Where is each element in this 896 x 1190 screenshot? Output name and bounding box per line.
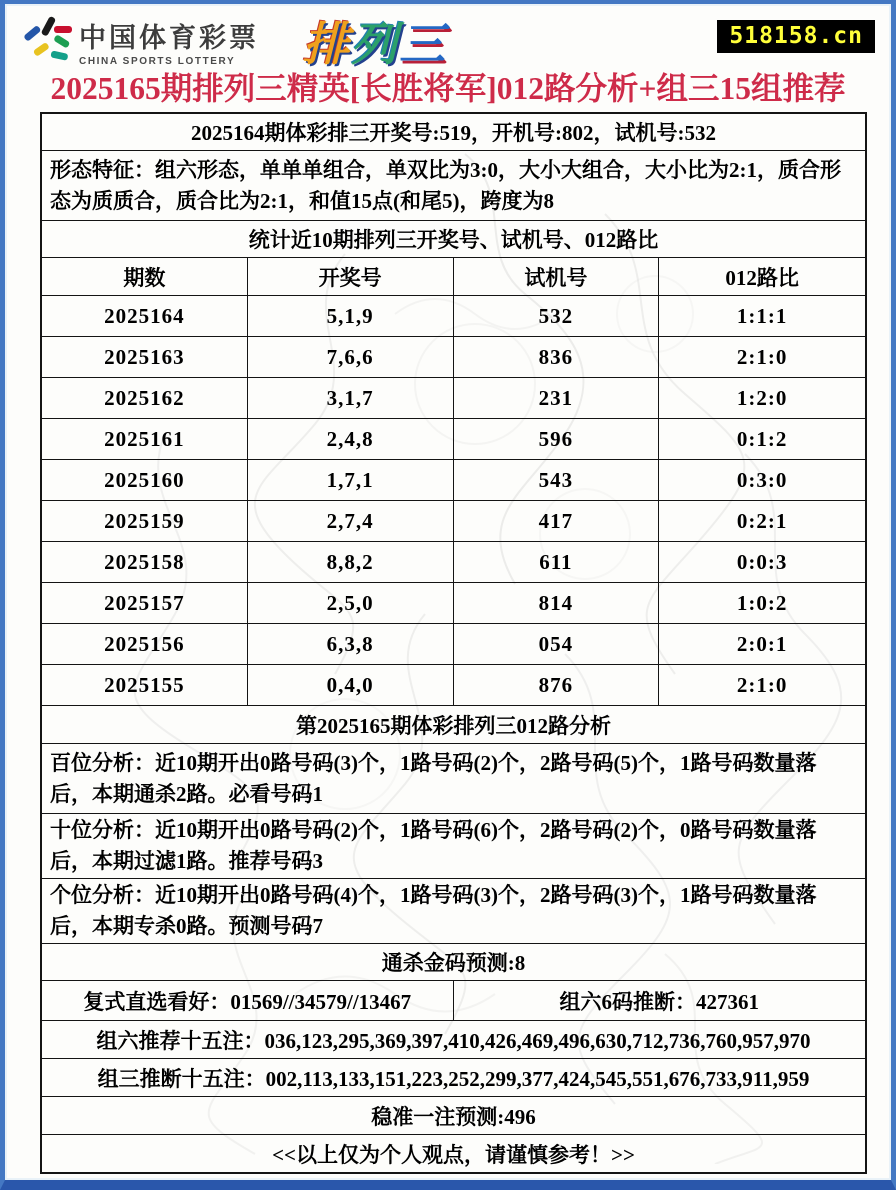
site-url-badge: 518158.cn — [717, 20, 875, 53]
cell-012: 1:2:0 — [736, 385, 788, 410]
cell-012: 2:0:1 — [736, 631, 788, 656]
cell-test: 054 — [454, 624, 660, 664]
cell-test: 596 — [454, 419, 660, 459]
stats-caption: 统计近10期排列三开奖号、试机号、012路比 — [42, 221, 865, 258]
duplex-direct-pick: 复式直选看好：01569//34579//13467 — [42, 981, 454, 1020]
cell-test: 543 — [454, 460, 660, 500]
col-header-test: 试机号 — [454, 258, 660, 295]
table-row — [42, 501, 865, 542]
cell-winning: 5,1,9 — [248, 296, 454, 336]
table-row — [42, 337, 865, 378]
cell-012: 0:1:2 — [736, 426, 788, 451]
group6-code-inference: 组六6码推断：427361 — [559, 989, 759, 1014]
stats-header-row — [42, 258, 865, 296]
table-row — [42, 419, 865, 460]
cell-test: 611 — [454, 542, 660, 582]
cell-test: 231 — [454, 378, 660, 418]
group3-fifteen-picks: 组三推断十五注：002,113,133,151,223,252,299,377,424,545,551,676,733,911,959 — [42, 1059, 865, 1097]
cell-012: 2:1:0 — [736, 344, 788, 369]
hundreds-analysis-text: 百位分析：近10期开出0路号码(3)个，1路号码(2)个，2路号码(5)个，1路号码数量落后，本期通杀2路。必看号码1 — [50, 750, 817, 806]
page-title: 2025165期排列三精英[长胜将军]012路分析+组三15组推荐 — [50, 71, 846, 106]
col-header-period: 期数 — [42, 258, 248, 295]
group6-fifteen-picks: 组六推荐十五注：036,123,295,369,397,410,426,469,496,630,712,736,760,957,970 — [42, 1021, 865, 1059]
cell-winning: 3,1,7 — [248, 378, 454, 418]
header — [21, 12, 879, 70]
analysis-caption: 第2025165期体彩排列三012路分析 — [42, 706, 865, 744]
pattern-feature-row — [42, 151, 865, 221]
cell-012: 1:1:1 — [736, 303, 788, 328]
cell-test: 814 — [454, 583, 660, 623]
brand-block — [79, 16, 259, 67]
cell-period: 2025155 — [42, 665, 248, 705]
pailie3-char-1: 排 — [303, 18, 351, 70]
cell-period: 2025159 — [42, 501, 248, 541]
cell-period: 2025163 — [42, 337, 248, 377]
analysis-table — [40, 112, 867, 1174]
cell-test: 417 — [454, 501, 660, 541]
table-row — [42, 378, 865, 419]
cell-012: 1:0:2 — [736, 590, 788, 615]
table-row — [42, 624, 865, 665]
cell-test: 532 — [454, 296, 660, 336]
tens-analysis-text: 十位分析：近10期开出0路号码(2)个，1路号码(6)个，2路号码(2)个，0路号码数量落后，本期过滤1路。推荐号码3 — [50, 818, 817, 873]
cell-winning: 6,3,8 — [248, 624, 454, 664]
stable-single-prediction: 稳准一注预测:496 — [42, 1097, 865, 1135]
cell-012: 0:0:3 — [736, 549, 788, 574]
disclaimer: <<以上仅为个人观点，请谨慎参考！>> — [272, 1142, 635, 1167]
cell-winning: 0,4,0 — [248, 665, 454, 705]
cell-test: 836 — [454, 337, 660, 377]
units-analysis-row — [42, 879, 865, 944]
last-draw-summary: 2025164期体彩排三开奖号:519，开机号:802，试机号:532 — [42, 114, 865, 151]
cell-winning: 8,8,2 — [248, 542, 454, 582]
cell-period: 2025160 — [42, 460, 248, 500]
cell-period: 2025161 — [42, 419, 248, 459]
cell-period: 2025158 — [42, 542, 248, 582]
sports-lottery-logo-icon — [21, 14, 73, 64]
brand-name-en: CHINA SPORTS LOTTERY — [79, 56, 236, 67]
table-row — [42, 296, 865, 337]
cell-period: 2025164 — [42, 296, 248, 336]
pailie3-char-3: 三 — [399, 18, 447, 70]
brand-name-cn: 中国体育彩票 — [79, 23, 259, 53]
cell-012: 0:3:0 — [736, 467, 788, 492]
cell-winning: 1,7,1 — [248, 460, 454, 500]
cell-012: 0:2:1 — [736, 508, 788, 533]
cell-012: 2:1:0 — [736, 672, 788, 697]
pattern-feature-text: 形态特征：组六形态，单单单组合，单双比为3:0，大小大组合，大小比为2:1，质合形态为质质合，质合比为2:1，和值15点(和尾5)，跨度为8 — [50, 157, 841, 213]
cell-winning: 7,6,6 — [248, 337, 454, 377]
cell-test: 876 — [454, 665, 660, 705]
kill-gold-prediction: 通杀金码预测:8 — [42, 944, 865, 981]
tens-analysis-row — [42, 814, 865, 879]
cell-winning: 2,5,0 — [248, 583, 454, 623]
cell-period: 2025156 — [42, 624, 248, 664]
table-row — [42, 542, 865, 583]
table-row — [42, 665, 865, 706]
duplex-group6-row — [42, 981, 865, 1021]
col-header-winning: 开奖号 — [248, 258, 454, 295]
hundreds-analysis-row — [42, 744, 865, 814]
table-row — [42, 583, 865, 624]
cell-winning: 2,7,4 — [248, 501, 454, 541]
units-analysis-text: 个位分析：近10期开出0路号码(4)个，1路号码(3)个，2路号码(3)个，1路号码数量落后，本期专杀0路。预测号码7 — [50, 883, 817, 938]
pailie3-char-2: 列 — [351, 18, 399, 70]
cell-period: 2025162 — [42, 378, 248, 418]
cell-period: 2025157 — [42, 583, 248, 623]
col-header-012: 012路比 — [725, 265, 799, 290]
table-row — [42, 460, 865, 501]
cell-winning: 2,4,8 — [248, 419, 454, 459]
